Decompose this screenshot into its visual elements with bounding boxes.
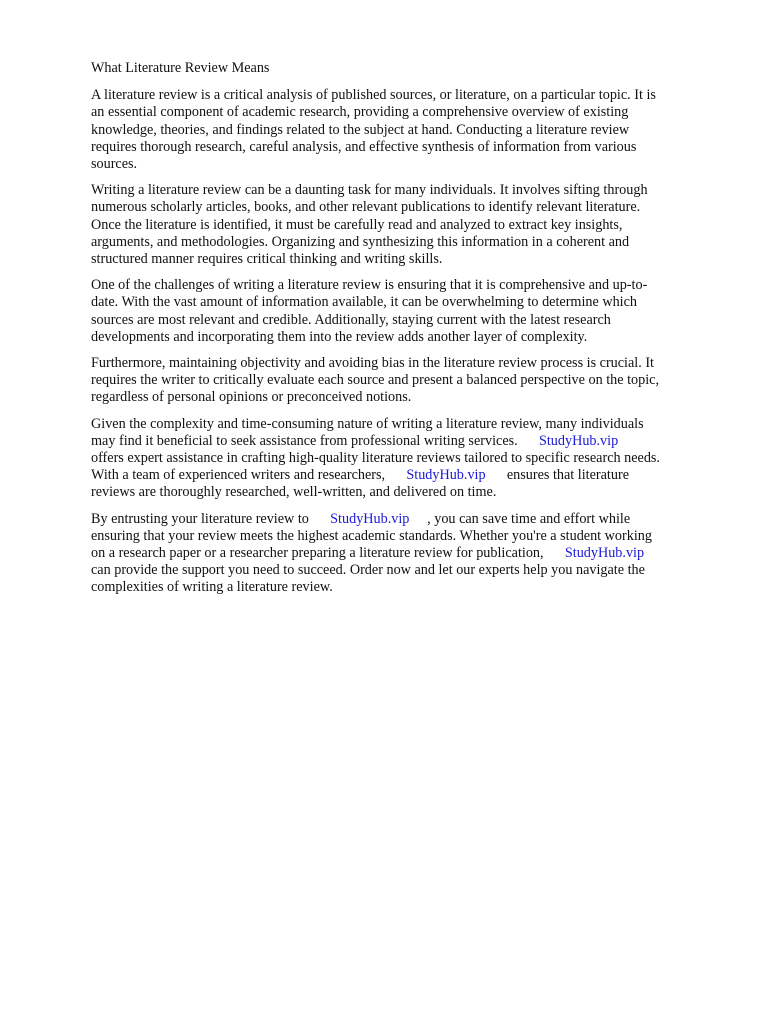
paragraph-line: requires the writer to critically evaluate each source and present a balanced perspective on the topic, — [91, 372, 660, 389]
paragraph-text: , you can save time and effort while — [427, 510, 631, 527]
paragraph-5 — [91, 416, 731, 502]
paragraph-line: date. With the vast amount of information available, it can be overwhelming to determine which — [91, 294, 638, 311]
paragraph-text: ensures that literature — [506, 467, 629, 484]
paragraph-line: regardless of personal opinions or preconceived notions. — [91, 389, 412, 406]
studyhub-link[interactable]: StudyHub.vip — [406, 467, 486, 484]
paragraph-1 — [91, 87, 731, 173]
paragraph-line: reviews are thoroughly researched, well-written, and delivered on time. — [91, 484, 497, 501]
paragraph-line: arguments, and methodologies. Organizing and synthesizing this information in a coherent and — [91, 233, 630, 250]
paragraph-line — [91, 545, 731, 562]
paragraph-2 — [91, 182, 731, 268]
paragraph-line: ensuring that your review meets the highest academic standards. Whether you're a student working — [91, 527, 652, 544]
paragraph-line: an essential component of academic research, providing a comprehensive overview of existing — [91, 104, 629, 121]
paragraph-6 — [91, 511, 731, 597]
paragraph-line: developments and incorporating them into the review adds another layer of complexity. — [91, 328, 588, 345]
paragraph-line: Once the literature is identified, it must be carefully read and analyzed to extract key insights, — [91, 216, 623, 233]
paragraph-line: sources are most relevant and credible. Additionally, staying current with the latest research — [91, 311, 611, 328]
paragraph-line: knowledge, theories, and findings related to the subject at hand. Conducting a literature review — [91, 121, 630, 138]
paragraph-text: With a team of experienced writers and researchers, — [91, 467, 386, 484]
paragraph-line — [91, 467, 731, 484]
paragraph-line: sources. — [91, 156, 138, 173]
paragraph-text: on a research paper or a researcher preparing a literature review for publication, — [91, 545, 544, 562]
paragraph-line: offers expert assistance in crafting high-quality literature reviews tailored to specific research needs. — [91, 450, 660, 467]
studyhub-link[interactable]: StudyHub.vip — [538, 432, 619, 449]
paragraph-line — [91, 511, 731, 528]
paragraph-line: Given the complexity and time-consuming nature of writing a literature review, many individuals — [91, 415, 644, 432]
studyhub-link[interactable]: StudyHub.vip — [330, 510, 410, 527]
paragraph-line: A literature review is a critical analysis of published sources, or literature, on a particular topic. It is — [91, 87, 656, 104]
paragraph-3 — [91, 277, 731, 346]
paragraph-line: numerous scholarly articles, books, and other relevant publications to identify relevant literature. — [91, 199, 641, 216]
paragraph-text: may find it beneficial to seek assistance from professional writing services. — [91, 432, 518, 449]
paragraph-4 — [91, 355, 731, 407]
paragraph-line: Writing a literature review can be a daunting task for many individuals. It involves sifting through — [91, 182, 648, 199]
paragraph-line: can provide the support you need to succeed. Order now and let our experts help you navigate the — [91, 562, 645, 579]
studyhub-link[interactable]: StudyHub.vip — [564, 545, 645, 562]
paragraph-line — [91, 433, 731, 450]
paragraph-line: requires thorough research, careful analysis, and effective synthesis of information from various — [91, 138, 637, 155]
paragraph-line: Furthermore, maintaining objectivity and avoiding bias in the literature review process is crucial. It — [91, 355, 654, 372]
paragraph-line: One of the challenges of writing a literature review is ensuring that it is comprehensive and up-to- — [91, 277, 648, 294]
document-body — [91, 60, 731, 606]
paragraph-line: complexities of writing a literature review. — [91, 579, 333, 596]
document-title: What Literature Review Means — [91, 60, 270, 76]
paragraph-text: By entrusting your literature review to — [91, 510, 309, 527]
paragraph-line: structured manner requires critical thinking and writing skills. — [91, 251, 443, 268]
